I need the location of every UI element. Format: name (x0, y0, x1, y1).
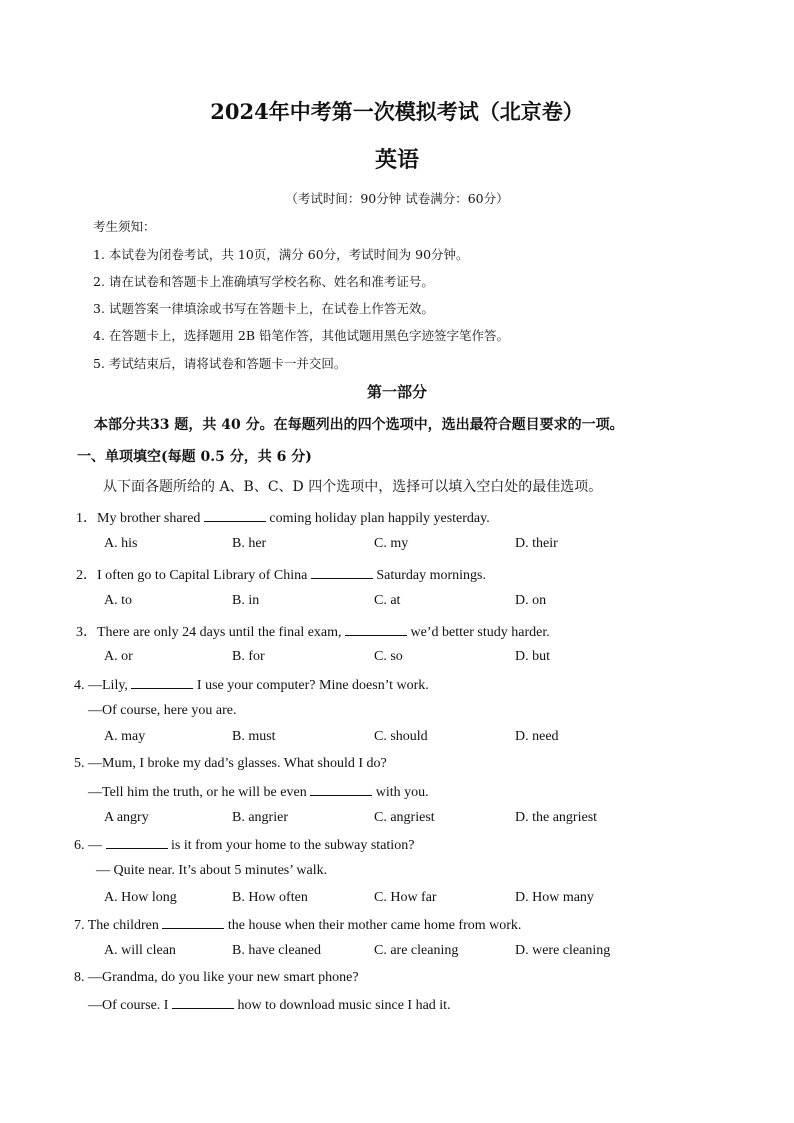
option-c: C. should (374, 729, 428, 744)
question-text: 4. —Lily, (74, 678, 132, 693)
option-d: D. were cleaning (515, 943, 611, 958)
exam-title: 2024年中考第一次模拟考试（北京卷） (210, 99, 584, 124)
option-c: C. my (374, 536, 409, 551)
option-a: A. will clean (104, 943, 176, 958)
option-b: B. have cleaned (232, 943, 322, 958)
part-description: 本部分共33 题，共 40 分。在每题列出的四个选项中，选出最符合题目要求的一项。 (94, 417, 624, 433)
question-text: —Of course. I (88, 998, 172, 1013)
question-5: 5. —Mum, I broke my dad’s glasses. What should I do? (74, 756, 387, 771)
question-text: coming holiday plan happily yesterday. (265, 511, 490, 526)
question-1 (76, 507, 490, 527)
question-text: 1．My brother shared (76, 511, 204, 526)
notice-heading: 考生须知： (93, 219, 156, 234)
option-b: B. How often (232, 890, 308, 905)
answer-blank (162, 916, 224, 929)
question-text: 7. The children (74, 918, 163, 933)
answer-blank (204, 509, 266, 522)
answer-blank (311, 566, 373, 579)
exam-time-info: （考试时间：90分钟 试卷满分：60分） (285, 191, 509, 206)
section-title: 一、单项填空(每题 0.5 分，共 6 分) (77, 449, 312, 465)
option-d: D. on (515, 593, 547, 608)
option-a: A. may (104, 729, 146, 744)
notice-item: 3. 试题答案一律填涂或书写在答题卡上，在试卷上作答无效。 (93, 301, 434, 316)
option-a: A. or (104, 649, 133, 664)
question-7 (74, 916, 521, 934)
question-text: 3．There are only 24 days until the final exam, (76, 625, 346, 640)
answer-blank (131, 676, 193, 689)
question-4-reply: —Of course, here you are. (88, 703, 237, 718)
option-a: A. his (104, 536, 138, 551)
question-6-reply: — Quite near. It’s about 5 minutes’ walk. (96, 863, 328, 878)
notice-item: 5. 考试结束后，请将试卷和答题卡一并交回。 (93, 356, 347, 371)
question-text: with you. (372, 785, 429, 800)
option-d: D. How many (515, 890, 594, 905)
notice-item: 4. 在答题卡上，选择题用 2B 铅笔作答，其他试题用黑色字迹签字笔作答。 (93, 328, 509, 343)
answer-blank (345, 623, 407, 636)
answer-blank (172, 996, 234, 1009)
question-2 (76, 564, 486, 584)
question-4 (74, 676, 429, 694)
notice-item: 1. 本试卷为闭卷考试，共 10页，满分 60分，考试时间为 90分钟。 (93, 247, 469, 262)
option-c: C. so (374, 649, 403, 664)
question-8: 8. —Grandma, do you like your new smart phone? (74, 970, 359, 985)
section-instruction: 从下面各题所给的 A、B、C、D 四个选项中，选择可以填入空白处的最佳选项。 (103, 479, 603, 495)
question-text: Saturday mornings. (372, 568, 486, 583)
answer-blank (310, 783, 372, 796)
option-d: D. the angriest (515, 810, 598, 825)
option-c: C. are cleaning (374, 943, 459, 958)
option-c: C. How far (374, 890, 437, 905)
question-text: is it from your home to the subway station? (167, 838, 415, 853)
question-text: we’d better study harder. (407, 625, 550, 640)
question-8-reply (88, 996, 451, 1014)
question-text: 6. — (74, 838, 106, 853)
option-b: B. her (232, 536, 267, 551)
answer-blank (106, 836, 168, 849)
question-text: I use your computer? Mine doesn’t work. (193, 678, 429, 693)
question-6 (74, 836, 414, 854)
option-b: B. angrier (232, 810, 288, 825)
exam-subject: 英语 (374, 147, 419, 173)
option-d: D. but (515, 649, 550, 664)
option-b: B. must (232, 729, 276, 744)
option-d: D. their (515, 536, 558, 551)
part-title: 第一部分 (366, 383, 427, 401)
option-a: A. to (104, 593, 132, 608)
option-c: C. angriest (374, 810, 435, 825)
option-a: A. How long (104, 890, 177, 905)
question-text: the house when their mother came home from work. (224, 918, 522, 933)
question-text: —Tell him the truth, or he will be even (88, 785, 311, 800)
question-text: how to download music since I had it. (233, 998, 451, 1013)
question-3 (76, 621, 550, 641)
option-c: C. at (374, 593, 401, 608)
question-5-reply (88, 783, 429, 801)
option-a: A angry (104, 810, 149, 825)
option-d: D. need (515, 729, 559, 744)
notice-item: 2. 请在试卷和答题卡上准确填写学校名称、姓名和准考证号。 (93, 274, 434, 289)
question-text: 2．I often go to Capital Library of China (76, 568, 311, 583)
option-b: B. in (232, 593, 260, 608)
option-b: B. for (232, 649, 265, 664)
